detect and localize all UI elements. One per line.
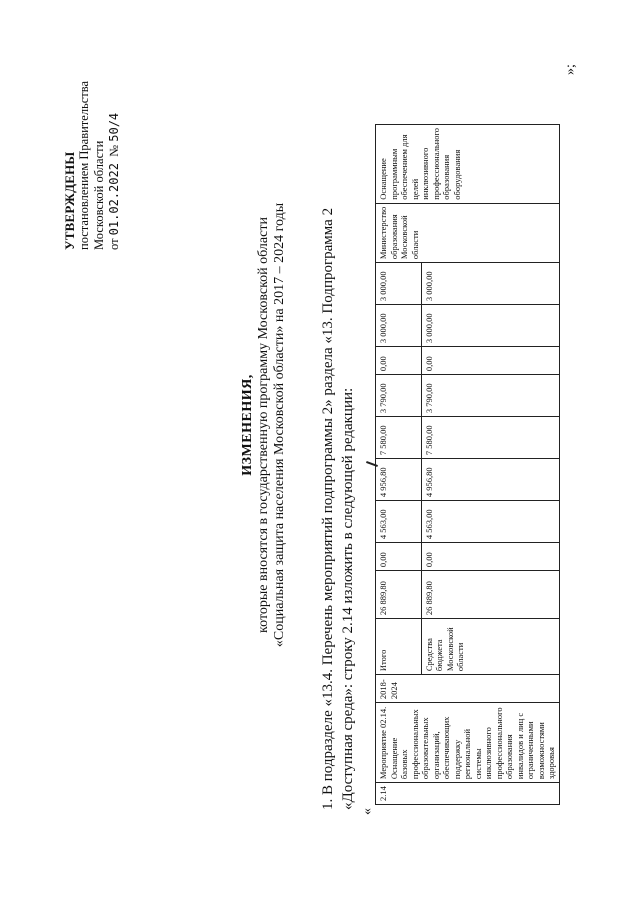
date-prefix: от	[107, 238, 121, 250]
table-cell: 0,00	[421, 543, 559, 571]
table-cell: 3 790,00	[421, 375, 559, 417]
expected-result: Оснащение программным обеспечением для целей инклюзивного профессионального образования оборудования	[376, 124, 560, 203]
table-cell: 0,00	[376, 347, 422, 375]
approval-stamp	[62, 30, 122, 250]
approval-date: 01.02.2022	[107, 163, 121, 236]
table-cell: 26 889,80	[376, 571, 422, 619]
heading-line-2: «Социальная защита населения Московской области» на 2017 – 2024 годы	[272, 202, 287, 648]
program-table	[375, 124, 560, 805]
table-cell: 3 000,00	[376, 305, 422, 347]
table-cell: 0,00	[421, 347, 559, 375]
source-budget: Средства бюджета Московской области	[421, 619, 559, 675]
closing-quote: »;	[563, 64, 578, 75]
event-name: Мероприятие 02.14. Оснащение базовых профессиональных образовательных организаций, обеспечивающих поддержку региональной системы инклюзивного профессионального образования инвалидов и лиц с ограниченными возможностями здоровья	[376, 703, 560, 783]
table-row	[376, 124, 422, 804]
source-total: Итого	[376, 619, 422, 675]
table-cell: 4 956,80	[421, 459, 559, 501]
number-prefix: №	[107, 144, 121, 157]
table-cell: 4 956,80	[376, 459, 422, 501]
table-cell: 3 790,00	[376, 375, 422, 417]
row-number: 2.14	[376, 783, 560, 805]
document-heading	[240, 145, 288, 705]
table-cell: 7 580,00	[376, 417, 422, 459]
point-1-text: 1. В подразделе «13.4. Перечень мероприятий подпрограммы 2» раздела «13. Подпрограмма 2 «Доступная среда»: строку 2.14 изложить в следующей редакции:	[320, 207, 356, 810]
table-cell: 4 563,00	[421, 501, 559, 543]
table-cell: 3 000,00	[421, 305, 559, 347]
table-cell: 4 563,00	[376, 501, 422, 543]
table-cell: 7 580,00	[421, 417, 559, 459]
heading-main: ИЗМЕНЕНИЯ,	[240, 374, 255, 476]
table-cell: 0,00	[376, 543, 422, 571]
event-years: 2018-2024	[376, 675, 560, 703]
responsible-org: Министерство образования Московской области	[376, 203, 560, 262]
heading-line-1: которые вносятся в государственную программу Московской области	[256, 217, 271, 633]
approval-line-2: Московской области	[92, 140, 106, 250]
approval-title: УТВЕРЖДЕНЫ	[62, 151, 77, 250]
approval-line-1: постановлением Правительства	[77, 80, 91, 250]
table-cell: 3 000,00	[376, 263, 422, 305]
approval-date-line	[107, 30, 122, 250]
table-cell: 26 889,80	[421, 571, 559, 619]
approval-number: 50/4	[107, 112, 121, 142]
table-cell: 3 000,00	[421, 263, 559, 305]
opening-quote: «	[360, 808, 375, 815]
